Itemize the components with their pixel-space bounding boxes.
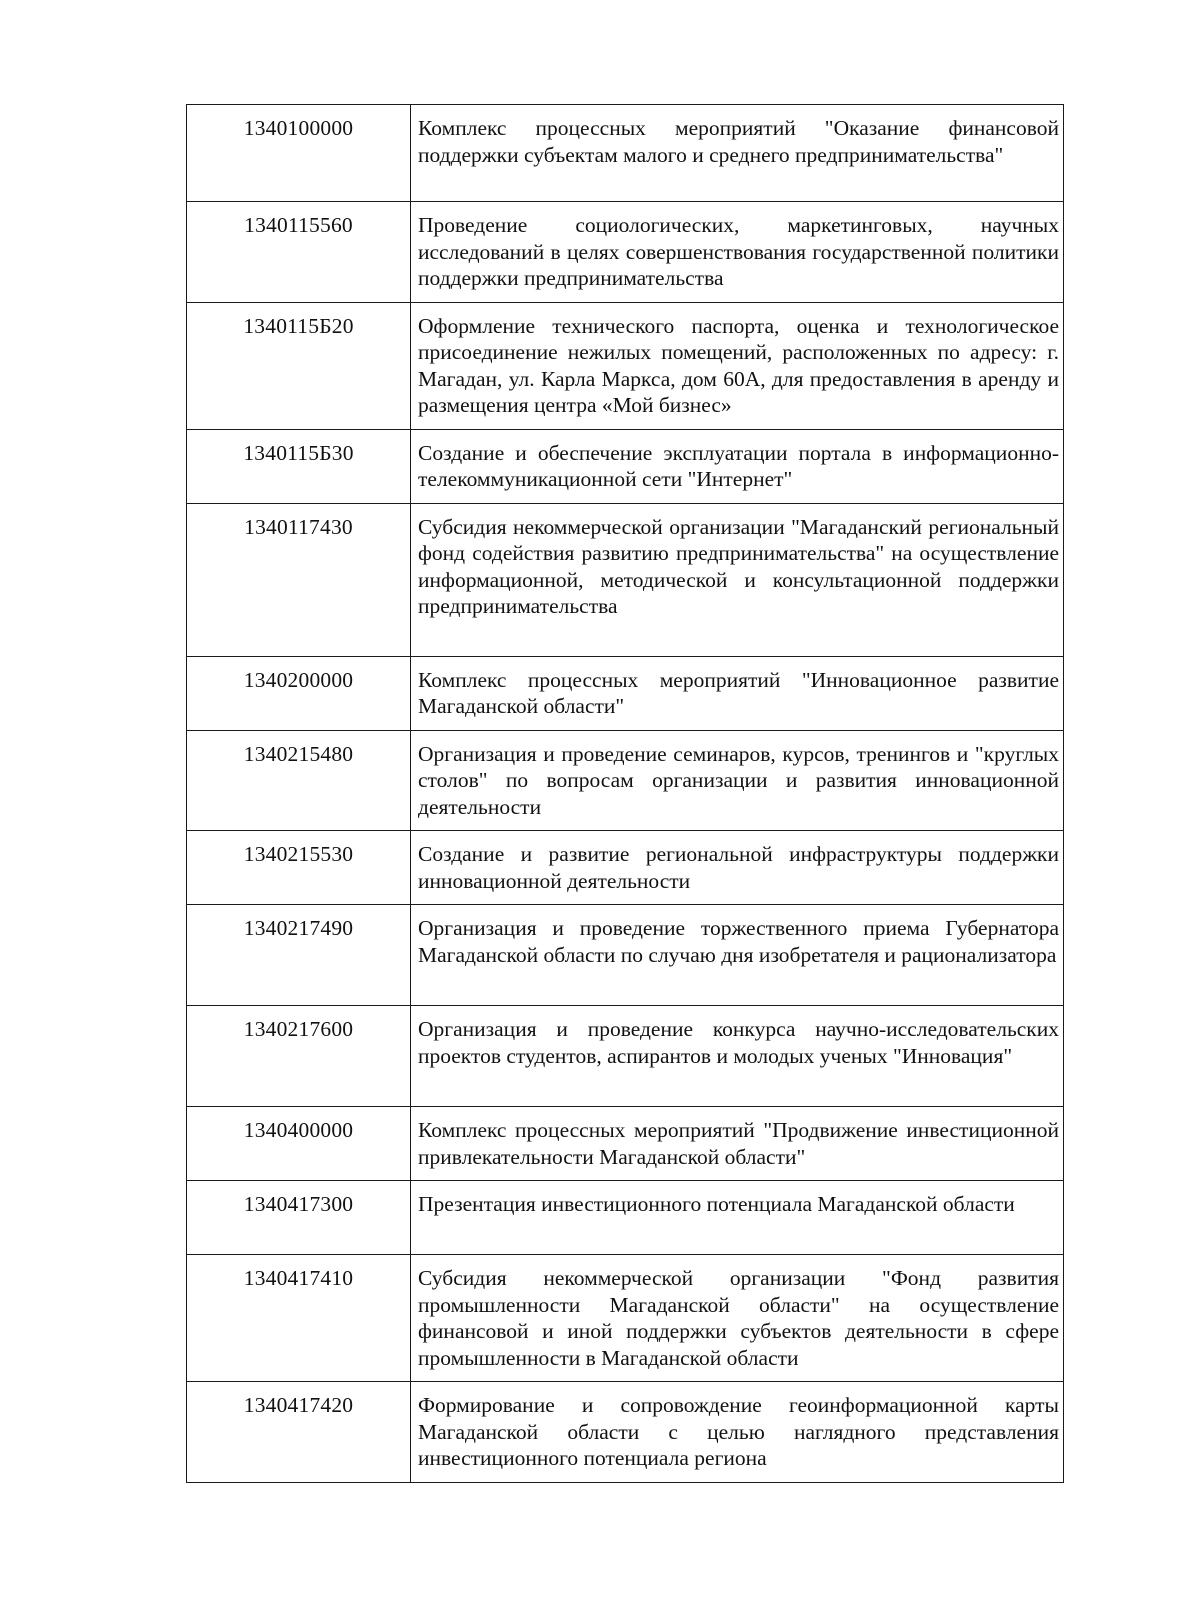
row-description: Организация и проведение семинаров, курсов, тренингов и "круглых столов" по вопросам организации и развития инновационной деятельности — [411, 730, 1064, 831]
table-row — [187, 105, 1064, 202]
table-row — [187, 656, 1064, 730]
row-code: 1340417410 — [187, 1255, 411, 1382]
row-code: 1340200000 — [187, 656, 411, 730]
row-description: Создание и обеспечение эксплуатации портала в информационно-телекоммуникационной сети "Интернет" — [411, 429, 1064, 503]
row-code: 1340115Б30 — [187, 429, 411, 503]
row-code: 1340115560 — [187, 202, 411, 303]
row-description: Комплекс процессных мероприятий "Инновационное развитие Магаданской области" — [411, 656, 1064, 730]
row-description: Презентация инвестиционного потенциала Магаданской области — [411, 1181, 1064, 1255]
row-description: Организация и проведение конкурса научно-исследовательских проектов студентов, аспирантов и молодых ученых "Инновация" — [411, 1006, 1064, 1107]
table-row — [187, 1382, 1064, 1483]
table-row — [187, 503, 1064, 656]
row-code: 1340215530 — [187, 831, 411, 905]
row-description: Оформление технического паспорта, оценка и технологическое присоединение нежилых помещений, расположенных по адресу: г. Магадан, ул. Карла Маркса, дом 60А, для предоставления в аренду и размещения центра «Мой бизнес» — [411, 302, 1064, 429]
table-row — [187, 1255, 1064, 1382]
row-code: 1340117430 — [187, 503, 411, 656]
row-code: 1340100000 — [187, 105, 411, 202]
row-code: 1340417300 — [187, 1181, 411, 1255]
row-code: 1340217600 — [187, 1006, 411, 1107]
row-description: Комплекс процессных мероприятий "Оказание финансовой поддержки субъектам малого и среднего предпринимательства" — [411, 105, 1064, 202]
row-description: Комплекс процессных мероприятий "Продвижение инвестиционной привлекательности Магаданской области" — [411, 1107, 1064, 1181]
row-description: Субсидия некоммерческой организации "Фонд развития промышленности Магаданской области" на осуществление финансовой и иной поддержки субъектов деятельности в сфере промышленности в Магаданской области — [411, 1255, 1064, 1382]
row-code: 1340417420 — [187, 1382, 411, 1483]
table-row — [187, 831, 1064, 905]
budget-codes-table — [186, 104, 1064, 1483]
row-description: Создание и развитие региональной инфраструктуры поддержки инновационной деятельности — [411, 831, 1064, 905]
row-code: 1340400000 — [187, 1107, 411, 1181]
row-description: Субсидия некоммерческой организации "Магаданский региональный фонд содействия развитию предпринимательства" на осуществление информационной, методической и консультационной поддержки предпринимательства — [411, 503, 1064, 656]
row-code: 1340217490 — [187, 905, 411, 1006]
row-description: Формирование и сопровождение геоинформационной карты Магаданской области с целью наглядного представления инвестиционного потенциала региона — [411, 1382, 1064, 1483]
table-row — [187, 202, 1064, 303]
row-code: 1340215480 — [187, 730, 411, 831]
table-row — [187, 730, 1064, 831]
table-row — [187, 905, 1064, 1006]
row-description: Организация и проведение торжественного приема Губернатора Магаданской области по случаю дня изобретателя и рационализатора — [411, 905, 1064, 1006]
table-row — [187, 1107, 1064, 1181]
table-row — [187, 429, 1064, 503]
table-row — [187, 302, 1064, 429]
row-description: Проведение социологических, маркетинговых, научных исследований в целях совершенствования государственной политики поддержки предпринимательства — [411, 202, 1064, 303]
table-row — [187, 1181, 1064, 1255]
table-row — [187, 1006, 1064, 1107]
row-code: 1340115Б20 — [187, 302, 411, 429]
